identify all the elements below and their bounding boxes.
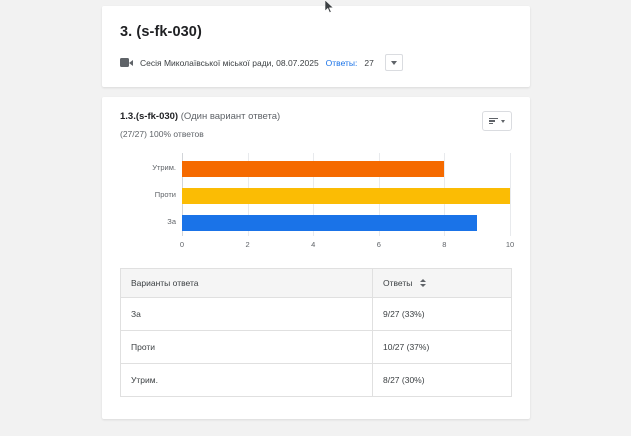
chart-x-axis [179, 240, 515, 252]
chart-options-button[interactable] [482, 111, 512, 131]
session-title: Сесія Миколаївської міської ради, 08.07.2025 [140, 57, 319, 68]
table-row [121, 298, 512, 331]
cell-votes: 9/27 (33%) [372, 298, 511, 331]
chart-bar[interactable] [182, 161, 444, 177]
chart-bar-row [152, 161, 510, 177]
x-axis-tick: 2 [245, 240, 250, 249]
x-axis-tick: 8 [442, 240, 447, 249]
session-meta-row [120, 54, 512, 71]
question-card [102, 97, 530, 419]
question-title [120, 111, 280, 122]
table-row [121, 331, 512, 364]
results-table [120, 268, 512, 397]
expand-session-button[interactable] [385, 54, 403, 71]
chart-bar[interactable] [182, 188, 510, 204]
cell-answer: Утрим. [121, 364, 373, 397]
poll-header-card [102, 6, 530, 87]
answers-count: 27 [364, 57, 374, 68]
answers-link[interactable]: Ответы: [325, 57, 358, 68]
question-code: (s-fk-030) [135, 111, 179, 122]
table-header-row [121, 269, 512, 298]
x-axis-tick: 6 [376, 240, 381, 249]
cell-answer: За [121, 298, 373, 331]
column-header-answer: Варианты ответа [121, 269, 373, 298]
chart-plot-area [152, 153, 510, 236]
chevron-down-icon [501, 120, 505, 123]
chart-bar-row [154, 188, 510, 204]
question-subtitle: (27/27) 100% ответов [120, 129, 204, 139]
cell-votes: 10/27 (37%) [372, 331, 511, 364]
poll-content [102, 6, 530, 419]
chart-category-label: Проти [154, 190, 176, 199]
question-number: 1.3. [120, 111, 136, 122]
question-type: (Один вариант ответа) [180, 111, 281, 122]
x-axis-tick: 4 [311, 240, 316, 249]
chart-gridline [510, 153, 511, 236]
chart-category-label: За [167, 217, 176, 226]
sort-arrows-icon[interactable] [420, 278, 427, 287]
page-title: 3. (s-fk-030) [120, 24, 202, 40]
table-row [121, 364, 512, 397]
column-header-votes-label: Ответы [382, 278, 413, 288]
chart-bar[interactable] [182, 215, 477, 231]
bars-menu-icon [489, 117, 498, 125]
cell-votes: 8/27 (30%) [382, 375, 425, 385]
x-axis-tick: 0 [179, 240, 185, 249]
chart-bar-row [167, 215, 510, 231]
chart-category-label: Утрим. [152, 163, 176, 172]
mouse-cursor [325, 0, 335, 14]
cell-answer: Проти [121, 331, 373, 364]
video-camera-icon [120, 58, 133, 67]
x-axis-tick: 10 [505, 240, 515, 249]
column-header-votes[interactable] [372, 269, 511, 298]
question-header-row [120, 111, 512, 139]
chevron-down-icon [391, 61, 397, 65]
results-bar-chart [120, 153, 515, 258]
